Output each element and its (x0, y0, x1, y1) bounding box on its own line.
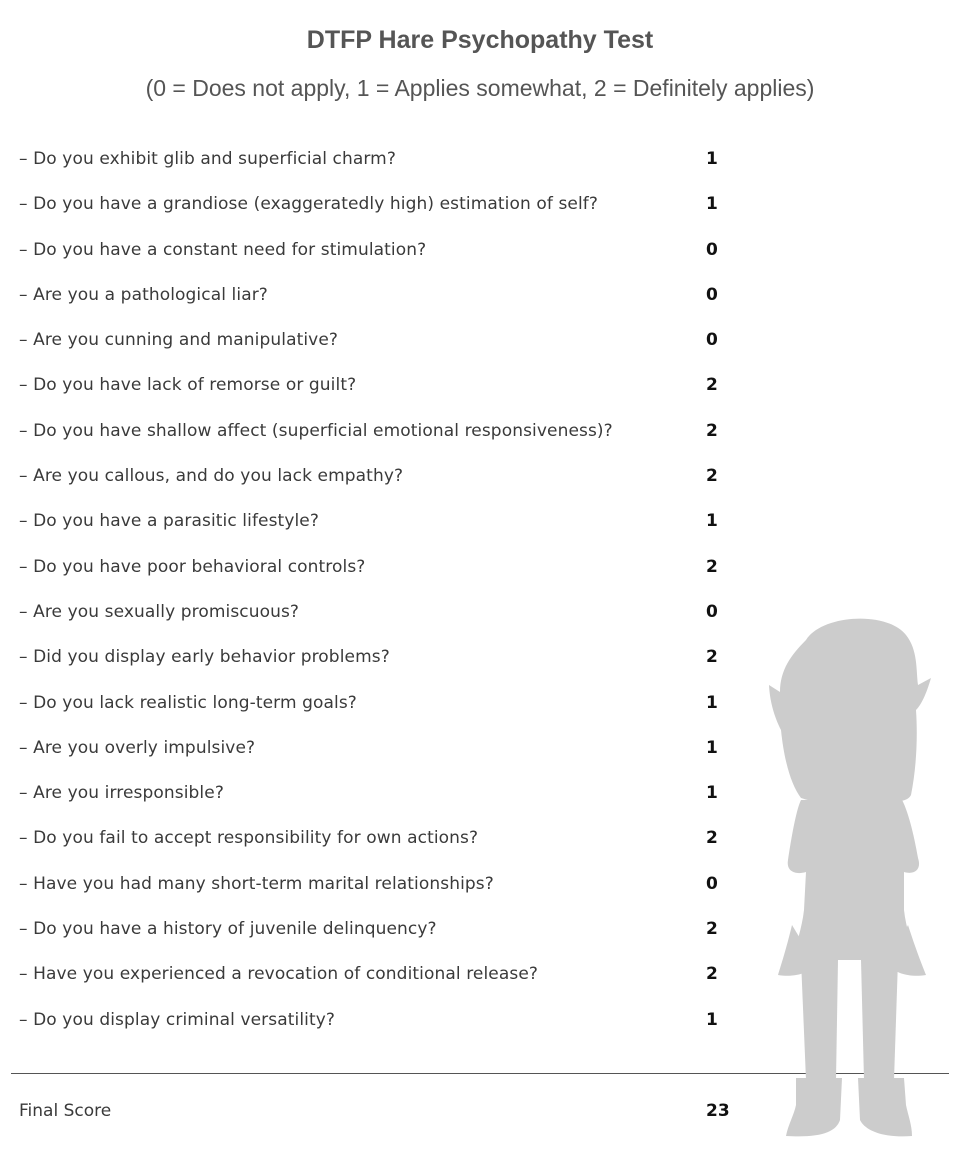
question-row (19, 409, 739, 454)
question-score: 2 (706, 919, 718, 940)
question-text: – Do you display criminal versatility? (19, 1009, 336, 1030)
question-score: 2 (706, 828, 718, 849)
question-text: – Are you sexually promiscuous? (19, 601, 300, 622)
question-text: – Are you callous, and do you lack empathy? (19, 466, 404, 487)
question-list (19, 137, 739, 1043)
question-score: 1 (706, 149, 718, 169)
question-row (19, 816, 739, 861)
question-score: 2 (706, 466, 718, 487)
question-row (19, 952, 739, 997)
elf-character-silhouette (766, 610, 936, 1140)
question-score: 2 (706, 375, 718, 396)
question-row (19, 635, 739, 680)
question-row (19, 318, 739, 363)
question-text: – Are you irresponsible? (19, 783, 224, 804)
question-row (19, 681, 739, 726)
question-text: – Do you have poor behavioral controls? (19, 556, 366, 577)
question-text: – Are you a pathological liar? (19, 284, 268, 305)
question-row (19, 907, 739, 952)
question-score: 2 (706, 647, 718, 668)
question-text: – Have you experienced a revocation of conditional release? (19, 964, 539, 985)
question-text: – Do you have a parasitic lifestyle? (19, 511, 319, 532)
question-score: 2 (706, 556, 718, 577)
final-score-label: Final Score (19, 1101, 112, 1121)
page-subtitle: (0 = Does not apply, 1 = Applies somewhat, 2 = Definitely applies) (145, 75, 815, 101)
question-row (19, 228, 739, 273)
question-text: – Do you have a grandiose (exaggeratedly high) estimation of self? (19, 194, 598, 215)
page-title: DTFP Hare Psychopathy Test (306, 26, 654, 54)
question-row (19, 273, 739, 318)
question-row (19, 771, 739, 816)
question-row (19, 182, 739, 227)
question-score: 0 (706, 601, 718, 622)
question-row (19, 454, 739, 499)
question-score: 1 (706, 737, 718, 758)
question-text: – Do you have lack of remorse or guilt? (19, 375, 357, 396)
question-score: 1 (706, 692, 718, 713)
question-text: – Are you overly impulsive? (19, 737, 256, 758)
question-text: – Have you had many short-term marital relationships? (19, 873, 494, 894)
question-score: 2 (706, 964, 718, 985)
question-row (19, 998, 739, 1043)
question-score: 1 (706, 1009, 718, 1030)
question-score: 0 (706, 873, 718, 894)
question-score: 0 (706, 239, 718, 260)
question-row (19, 499, 739, 544)
question-text: – Do you exhibit glib and superficial charm? (19, 149, 396, 169)
question-text: – Do you lack realistic long-term goals? (19, 692, 357, 713)
final-score-value: 23 (706, 1101, 730, 1121)
question-row (19, 862, 739, 907)
question-text: – Do you have shallow affect (superficial emotional responsiveness)? (19, 420, 613, 441)
question-row (19, 590, 739, 635)
question-row (19, 545, 739, 590)
question-score: 1 (706, 783, 718, 804)
question-score: 2 (706, 420, 718, 441)
question-text: – Do you fail to accept responsibility for own actions? (19, 828, 479, 849)
question-score: 1 (706, 511, 718, 532)
question-row (19, 726, 739, 771)
question-row (19, 363, 739, 408)
question-text: – Do you have a history of juvenile delinquency? (19, 919, 437, 940)
question-text: – Are you cunning and manipulative? (19, 330, 339, 351)
question-text: – Do you have a constant need for stimulation? (19, 239, 427, 260)
question-score: 0 (706, 284, 718, 305)
question-row (19, 137, 739, 182)
question-score: 0 (706, 330, 718, 351)
question-text: – Did you display early behavior problems? (19, 647, 390, 668)
question-score: 1 (706, 194, 718, 215)
